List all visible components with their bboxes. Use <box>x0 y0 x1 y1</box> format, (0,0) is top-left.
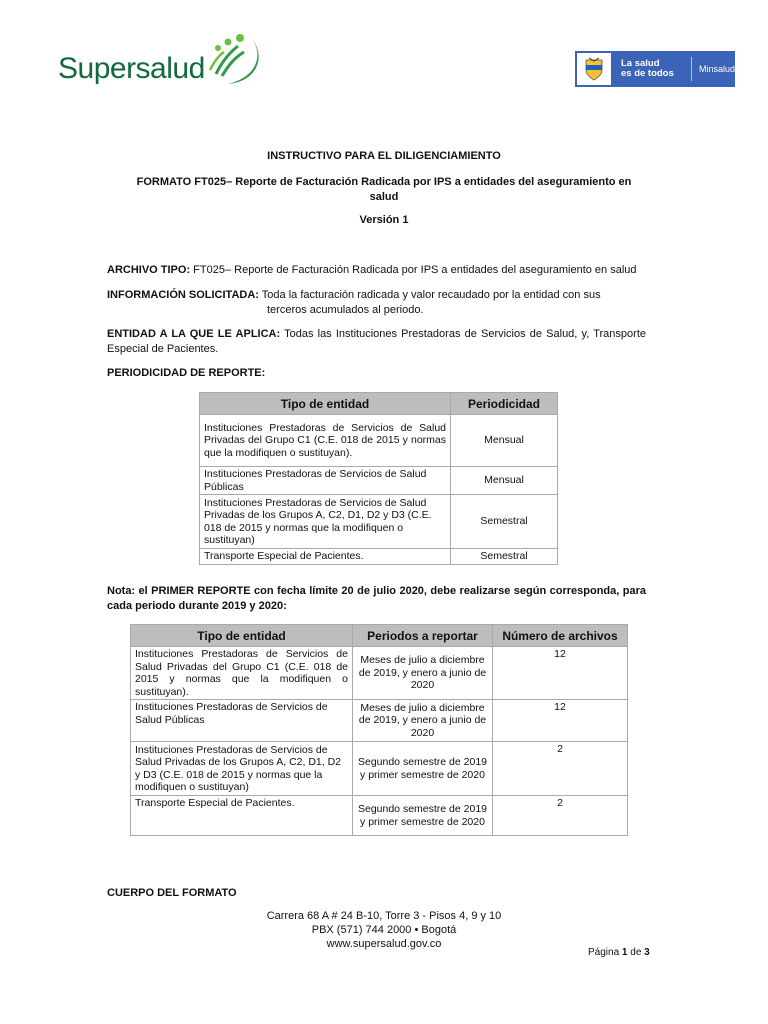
table-cell: Segundo semestre de 2019 y primer semestre de 2020 <box>353 742 493 796</box>
table-cell: Instituciones Prestadoras de Servicios de Salud Privadas del Grupo C1 (C.E. 018 de 2015 y normas que la modifiquen o sustituyan). <box>200 415 451 467</box>
page-current: 1 <box>621 947 628 958</box>
entidad-label: ENTIDAD A LA QUE LE APLICA: <box>107 328 281 340</box>
table-header-cell: Tipo de entidad <box>131 625 353 647</box>
periodicidad-heading: PERIODICIDAD DE REPORTE: <box>107 367 266 379</box>
gov-ministry: Minsalud <box>698 64 735 74</box>
table-row <box>131 700 628 742</box>
format-title-line2: salud <box>369 191 399 203</box>
supersalud-logo-text: Supersalud <box>58 52 205 85</box>
table-header-cell: Periodos a reportar <box>353 625 493 647</box>
page-footer <box>0 909 768 951</box>
table-row <box>131 796 628 836</box>
table-cell: Instituciones Prestadoras de Servicios de Salud Privadas de los Grupos A, C2, D1, D2 y D3 (C.E. 018 de 2015 y normas que la modifiquen o sustituyan) <box>131 742 353 796</box>
page-prefix: Página <box>588 947 622 958</box>
gov-slogan-line2: es de todos <box>620 68 674 79</box>
archivo-tipo <box>107 263 646 278</box>
page-total: 3 <box>644 947 650 958</box>
gov-slogan <box>613 51 691 87</box>
page-of: de <box>627 947 645 958</box>
info-solicitada <box>107 288 646 303</box>
table-header-row <box>131 625 628 647</box>
periodicidad-table <box>199 392 558 565</box>
cuerpo-heading: CUERPO DEL FORMATO <box>107 887 237 899</box>
table-cell: Transporte Especial de Pacientes. <box>200 549 451 565</box>
table-row <box>200 467 558 495</box>
table-header-cell: Tipo de entidad <box>200 393 451 415</box>
table-cell: 12 <box>493 700 628 742</box>
page-number <box>588 947 650 958</box>
table-row <box>131 647 628 700</box>
gov-slogan-line1: La salud <box>620 58 660 69</box>
supersalud-swoosh-icon <box>198 28 268 90</box>
nota-paragraph: Nota: el PRIMER REPORTE con fecha límite 20 de julio 2020, debe realizarse según corresponda, para cada periodo durante 2019 y 2020: <box>107 585 646 612</box>
format-title-line1: FORMATO FT025– Reporte de Facturación Radicada por IPS a entidades del aseguramiento en <box>136 176 632 188</box>
footer-phone: PBX (571) 744 2000 • Bogotá <box>311 924 457 936</box>
table-cell: Meses de julio a diciembre de 2019, y enero a junio de 2020 <box>353 647 493 700</box>
table-cell: Instituciones Prestadoras de Servicios de Salud Privadas de los Grupos A, C2, D1, D2 y D3 (C.E. 018 de 2015 y normas que la modifiquen o sustituyan) <box>200 495 451 549</box>
table-cell: 12 <box>493 647 628 700</box>
table-cell: Mensual <box>451 467 558 495</box>
entidad-aplica <box>107 327 646 357</box>
table-cell: Instituciones Prestadoras de Servicios de Salud Privadas del Grupo C1 (C.E. 018 de 2015 y normas que la modifiquen o sustituyan). <box>131 647 353 700</box>
table-cell: Semestral <box>451 549 558 565</box>
table-cell: 2 <box>493 796 628 836</box>
table-row <box>131 742 628 796</box>
table-cell: Instituciones Prestadoras de Servicios de Salud Públicas <box>200 467 451 495</box>
info-value-line1: Toda la facturación radicada y valor recaudado por la entidad con sus <box>258 289 601 301</box>
info-label: INFORMACIÓN SOLICITADA: <box>107 289 259 301</box>
table-cell: 2 <box>493 742 628 796</box>
archivo-tipo-label: ARCHIVO TIPO: <box>107 264 191 276</box>
doc-title: INSTRUCTIVO PARA EL DILIGENCIAMIENTO <box>267 150 501 162</box>
version-label: Versión 1 <box>359 214 409 226</box>
table-row <box>200 549 558 565</box>
table-row <box>200 495 558 549</box>
table-cell: Semestral <box>451 495 558 549</box>
gov-banner <box>575 51 735 87</box>
table-cell: Instituciones Prestadoras de Servicios de Salud Públicas <box>131 700 353 742</box>
table-header-row <box>200 393 558 415</box>
table-cell: Transporte Especial de Pacientes. <box>131 796 353 836</box>
footer-address: Carrera 68 A # 24 B-10, Torre 3 - Pisos 4, 9 y 10 <box>266 910 502 922</box>
footer-website: www.supersalud.gov.co <box>326 938 442 950</box>
archivo-tipo-value: FT025– Reporte de Facturación Radicada por IPS a entidades del aseguramiento en salud <box>190 264 637 276</box>
table-header-cell: Periodicidad <box>451 393 558 415</box>
format-title <box>0 175 768 205</box>
periodos-table <box>130 624 628 836</box>
table-header-cell: Número de archivos <box>493 625 628 647</box>
table-cell: Segundo semestre de 2019 y primer semestre de 2020 <box>353 796 493 836</box>
colombia-seal-icon <box>577 53 611 85</box>
table-cell: Mensual <box>451 415 558 467</box>
table-row <box>200 415 558 467</box>
table-cell: Meses de julio a diciembre de 2019, y enero a junio de 2020 <box>353 700 493 742</box>
info-value-line2: terceros acumulados al periodo. <box>267 304 424 316</box>
entidad-value: Todas las Instituciones Prestadoras de Servicios de Salud, y, Transporte Especial de Pacientes. <box>107 328 646 355</box>
